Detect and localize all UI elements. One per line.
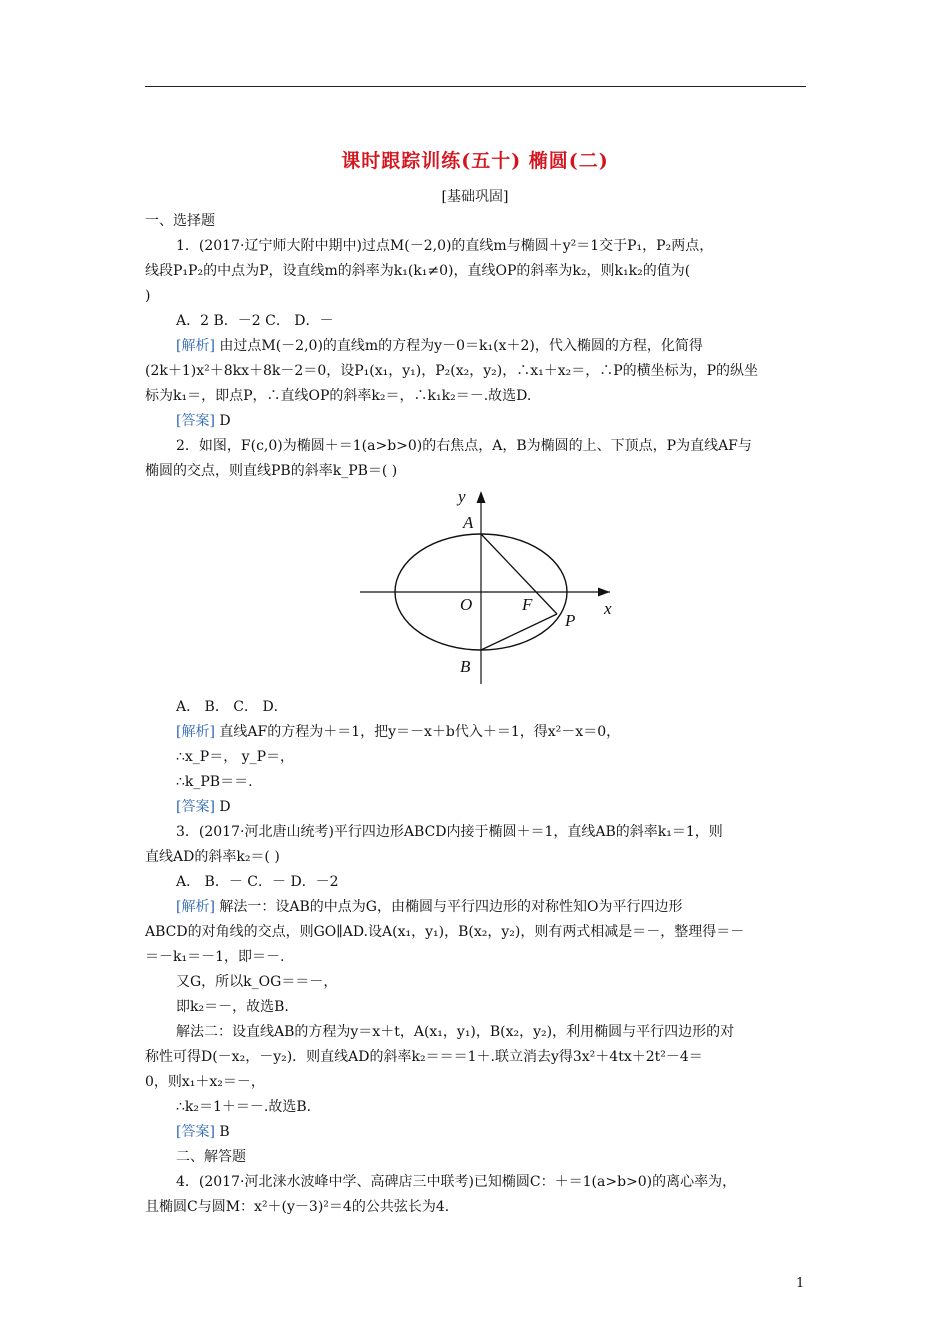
- q3-line-1: 3．(2017·河北唐山统考)平行四边形ABCD内接于椭圆＋＝1，直线AB的斜率k₁＝1，则: [176, 824, 723, 840]
- q3-analysis-line-4: 又G，所以k_OG＝＝－，: [176, 974, 338, 990]
- line-af: [481, 534, 557, 614]
- origin-label: O: [460, 595, 473, 614]
- q3-analysis-line-3: ＝－k₁＝－1，即＝－.: [145, 949, 285, 965]
- q3-analysis: [176, 898, 682, 916]
- q2-answer: [176, 798, 231, 816]
- q3-answer-value: B: [214, 1124, 230, 1140]
- x-axis-label: x: [604, 599, 612, 618]
- answer-tag: [答案]: [176, 799, 215, 815]
- q3-analysis-line-8: 0，则x₁＋x₂＝－，: [145, 1074, 265, 1090]
- q1-line-1: 1．(2017·辽宁师大附中期中)过点M(－2,0)的直线m与椭圆＋y²＝1交于P₁，P₂两点，: [176, 238, 714, 254]
- page-title: 课时跟踪训练(五十) 椭圆(二): [341, 150, 609, 172]
- q2-line-1: 2．如图，F(c,0)为椭圆＋＝1(a>b>0)的右焦点，A，B为椭圆的上、下顶点，P为直线AF与: [176, 438, 752, 454]
- answer-tag: [答案]: [176, 1124, 215, 1140]
- point-p-label: P: [565, 611, 576, 630]
- q3-analysis-line-6: 解法二：设直线AB的方程为y＝x＋t，A(x₁，y₁)，B(x₂，y₂)，利用椭圆与平行四边形的对: [176, 1024, 735, 1040]
- answer-tag: [答案]: [176, 413, 215, 429]
- q1-options: A．2 B．－2 C． D．－: [176, 313, 334, 329]
- section-heading-choice: 一、选择题: [145, 213, 215, 229]
- q1-answer-value: D: [214, 413, 231, 429]
- point-a-label: A: [463, 513, 474, 532]
- ellipse-figure: [355, 486, 625, 686]
- q2-analysis: [176, 723, 620, 741]
- q3-analysis-line-2: ABCD的对角线的交点，则GO∥AD.设A(x₁，y₁)，B(x₂，y₂)，则有两式相减是＝－，整理得＝－: [145, 924, 745, 940]
- q2-answer-value: D: [214, 799, 231, 815]
- q2-line-2: 椭圆的交点，则直线PB的斜率k_PB＝( ): [145, 463, 398, 479]
- q3-line-2: 直线AD的斜率k₂＝( ): [145, 849, 280, 865]
- q4-line-2: 且椭圆C与圆M：x²＋(y－3)²＝4的公共弦长为4.: [145, 1199, 450, 1215]
- q4-line-1: 4．(2017·河北涞水波峰中学、高碑店三中联考)已知椭圆C：＋＝1(a>b>0)的离心率为，: [176, 1174, 737, 1190]
- q3-answer: [176, 1123, 230, 1141]
- q3-analysis-line-7: 称性可得D(－x₂，－y₂)．则直线AD的斜率k₂＝＝＝1＋.联立消去y得3x²＋4tx＋2t²－4＝: [145, 1049, 703, 1065]
- section-subtitle: [基础巩固]: [441, 189, 509, 205]
- q2-options: A． B． C． D．: [176, 699, 288, 715]
- analysis-tag: [解析]: [176, 724, 215, 740]
- q2-analysis-line-3: ∴k_PB＝＝.: [176, 774, 253, 790]
- analysis-tag: [解析]: [176, 338, 215, 354]
- q1-line-3: ): [145, 288, 151, 304]
- header-rule: [145, 86, 806, 87]
- q2-analysis-line-2: ∴x_P＝， y_P＝，: [176, 749, 295, 765]
- q3-analysis-line-5: 即k₂＝－，故选B.: [176, 999, 289, 1015]
- q2-analysis-line-1: 直线AF的方程为＋＝1，把y＝－x＋b代入＋＝1，得x²－x＝0，: [214, 724, 621, 740]
- q3-options: A． B．－ C．－ D．－2: [176, 874, 339, 890]
- y-axis-arrow: [477, 491, 486, 503]
- q1-analysis-line-3: 标为k₁＝，即点P，∴直线OP的斜率k₂＝，∴k₁k₂＝－.故选D.: [145, 388, 532, 404]
- q1-analysis-line-1: 由过点M(－2,0)的直线m的方程为y－0＝k₁(x＋2)，代入椭圆的方程，化简得: [214, 338, 703, 354]
- analysis-tag: [解析]: [176, 899, 215, 915]
- q1-analysis: [176, 337, 703, 355]
- page-number: 1: [796, 1276, 805, 1291]
- q1-answer: [176, 412, 231, 430]
- q3-analysis-line-1: 解法一：设AB的中点为G，由椭圆与平行四边形的对称性知O为平行四边形: [214, 899, 683, 915]
- point-f-label: F: [522, 595, 533, 614]
- x-axis-arrow: [598, 588, 610, 597]
- q1-analysis-line-2: (2k＋1)x²＋8kx＋8k－2＝0，设P₁(x₁，y₁)，P₂(x₂，y₂)，∴x₁＋x₂＝，∴P的横坐标为，P的纵坐: [145, 363, 759, 379]
- section-heading-answer: 二、解答题: [176, 1149, 246, 1165]
- q3-analysis-line-9: ∴k₂＝1＋＝－.故选B.: [176, 1099, 312, 1115]
- q1-line-2: 线段P₁P₂的中点为P，设直线m的斜率为k₁(k₁≠0)，直线OP的斜率为k₂，则k₁k₂的值为(: [145, 263, 691, 279]
- y-axis-label: y: [458, 487, 466, 506]
- point-b-label: B: [460, 657, 471, 676]
